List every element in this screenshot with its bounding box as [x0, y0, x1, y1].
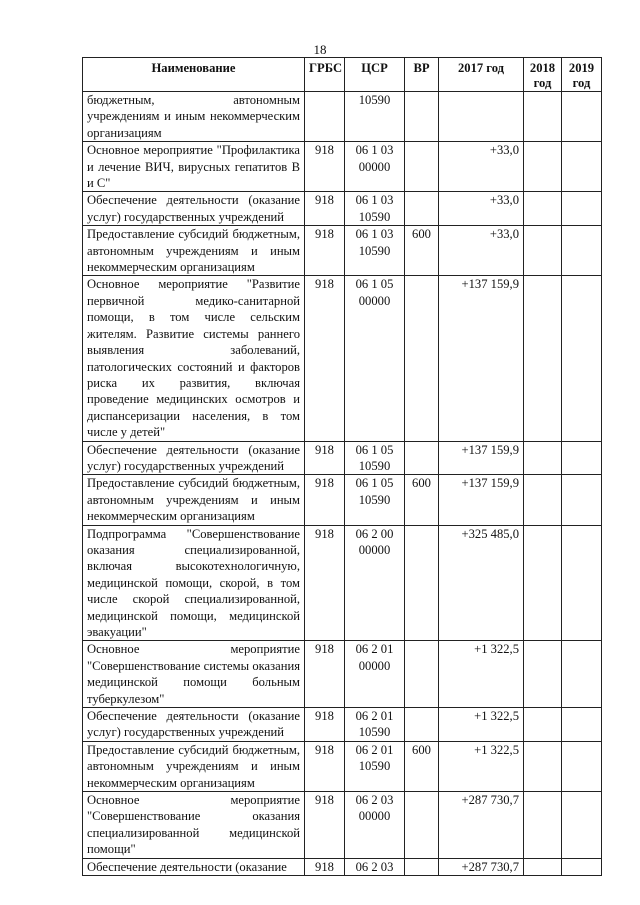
cell-2019	[562, 792, 602, 859]
cell-name: Основное мероприятие "Совершенствование оказания специализированной медицинской помощи"	[83, 792, 305, 859]
cell-2018	[524, 641, 562, 708]
cell-grbs: 918	[305, 708, 345, 742]
header-name: Наименование	[83, 58, 305, 92]
table-row	[83, 525, 602, 641]
budget-table	[82, 57, 602, 876]
cell-csr: 06 2 03 00000	[345, 792, 405, 859]
cell-grbs: 918	[305, 276, 345, 441]
cell-grbs: 918	[305, 525, 345, 641]
cell-2017: +33,0	[439, 142, 524, 192]
cell-2017: +137 159,9	[439, 475, 524, 525]
cell-csr: 06 2 01 10590	[345, 741, 405, 791]
cell-2019	[562, 858, 602, 875]
cell-2019	[562, 226, 602, 276]
cell-2019	[562, 475, 602, 525]
cell-2017: +287 730,7	[439, 792, 524, 859]
cell-2018	[524, 92, 562, 142]
cell-2017	[439, 92, 524, 142]
cell-2018	[524, 708, 562, 742]
cell-name: Основное мероприятие "Совершенствование системы оказания медицинской помощи больным туберкулезом"	[83, 641, 305, 708]
cell-name: Предоставление субсидий бюджетным, автономным учреждениям и иным некоммерческим организациям	[83, 475, 305, 525]
cell-vr	[405, 441, 439, 475]
cell-2018	[524, 792, 562, 859]
cell-name: Предоставление субсидий бюджетным, автономным учреждениям и иным некоммерческим организациям	[83, 226, 305, 276]
table-row	[83, 475, 602, 525]
cell-grbs: 918	[305, 192, 345, 226]
cell-2017: +137 159,9	[439, 441, 524, 475]
cell-csr: 06 1 03 00000	[345, 142, 405, 192]
header-grbs: ГРБС	[305, 58, 345, 92]
table-row	[83, 858, 602, 875]
cell-grbs: 918	[305, 475, 345, 525]
page-number: 18	[313, 42, 327, 57]
table-row	[83, 226, 602, 276]
cell-2019	[562, 441, 602, 475]
cell-name: Обеспечение деятельности (оказание услуг) государственных учреждений	[83, 441, 305, 475]
cell-grbs: 918	[305, 641, 345, 708]
table-row	[83, 792, 602, 859]
cell-vr	[405, 525, 439, 641]
cell-grbs	[305, 92, 345, 142]
cell-2018	[524, 142, 562, 192]
cell-csr: 06 2 03	[345, 858, 405, 875]
cell-csr: 06 2 01 00000	[345, 641, 405, 708]
cell-2019	[562, 192, 602, 226]
cell-csr: 06 2 00 00000	[345, 525, 405, 641]
header-vr: ВР	[405, 58, 439, 92]
cell-name: Основное мероприятие "Профилактика и лечение ВИЧ, вирусных гепатитов В и С"	[83, 142, 305, 192]
cell-2019	[562, 92, 602, 142]
cell-2018	[524, 276, 562, 441]
cell-grbs: 918	[305, 142, 345, 192]
cell-2019	[562, 708, 602, 742]
cell-2018	[524, 226, 562, 276]
cell-2018	[524, 441, 562, 475]
cell-grbs: 918	[305, 441, 345, 475]
table-row	[83, 142, 602, 192]
cell-vr: 600	[405, 475, 439, 525]
table-row	[83, 276, 602, 441]
cell-vr	[405, 192, 439, 226]
cell-2017: +1 322,5	[439, 741, 524, 791]
cell-vr: 600	[405, 226, 439, 276]
cell-grbs: 918	[305, 858, 345, 875]
table-header-row	[83, 58, 602, 92]
cell-2017: +137 159,9	[439, 276, 524, 441]
cell-vr	[405, 276, 439, 441]
cell-2017: +33,0	[439, 226, 524, 276]
cell-grbs: 918	[305, 741, 345, 791]
header-2017: 2017 год	[439, 58, 524, 92]
header-csr: ЦСР	[345, 58, 405, 92]
cell-vr: 600	[405, 741, 439, 791]
table-row	[83, 708, 602, 742]
cell-csr: 06 1 05 10590	[345, 475, 405, 525]
cell-grbs: 918	[305, 792, 345, 859]
cell-2017: +1 322,5	[439, 708, 524, 742]
cell-2019	[562, 142, 602, 192]
cell-csr: 10590	[345, 92, 405, 142]
cell-2018	[524, 475, 562, 525]
cell-2018	[524, 741, 562, 791]
cell-2018	[524, 192, 562, 226]
cell-vr	[405, 142, 439, 192]
header-2019-year: 2019	[568, 61, 595, 75]
cell-2019	[562, 641, 602, 708]
header-2018	[524, 58, 562, 92]
cell-name: Подпрограмма "Совершенствование оказания специализированной, включая высокотехнологичную, медицинской помощи, скорой, в том числе скорой специализированной, медицинской помощи, медицинской эвакуации"	[83, 525, 305, 641]
table-row	[83, 641, 602, 708]
cell-name: Обеспечение деятельности (оказание услуг) государственных учреждений	[83, 192, 305, 226]
header-2018-unit: год	[533, 76, 552, 90]
cell-2017: +1 322,5	[439, 641, 524, 708]
cell-name: Обеспечение деятельности (оказание	[83, 858, 305, 875]
table-row	[83, 192, 602, 226]
cell-name: Предоставление субсидий бюджетным, автономным учреждениям и иным некоммерческим организациям	[83, 741, 305, 791]
cell-csr: 06 2 01 10590	[345, 708, 405, 742]
table-row	[83, 441, 602, 475]
cell-csr: 06 1 03 10590	[345, 192, 405, 226]
cell-2019	[562, 525, 602, 641]
cell-2017: +325 485,0	[439, 525, 524, 641]
table-row	[83, 92, 602, 142]
cell-csr: 06 1 03 10590	[345, 226, 405, 276]
cell-name: бюджетным, автономным учреждениям и иным некоммерческим организациям	[83, 92, 305, 142]
cell-grbs: 918	[305, 226, 345, 276]
cell-vr	[405, 792, 439, 859]
cell-csr: 06 1 05 10590	[345, 441, 405, 475]
table-row	[83, 741, 602, 791]
header-2018-year: 2018	[529, 61, 556, 75]
header-2019	[562, 58, 602, 92]
cell-vr	[405, 641, 439, 708]
cell-2019	[562, 276, 602, 441]
cell-vr	[405, 708, 439, 742]
cell-2018	[524, 858, 562, 875]
cell-name: Обеспечение деятельности (оказание услуг) государственных учреждений	[83, 708, 305, 742]
cell-vr	[405, 92, 439, 142]
cell-2017: +287 730,7	[439, 858, 524, 875]
cell-vr	[405, 858, 439, 875]
cell-name: Основное мероприятие "Развитие первичной медико-санитарной помощи, в том числе сельским жителям. Развитие системы раннего выявления заболеваний, патологических состояний и факторов риска их развития, включая проведение медицинских осмотров и диспансеризации населения, в том числе у детей"	[83, 276, 305, 441]
header-2019-unit: год	[572, 76, 591, 90]
cell-2019	[562, 741, 602, 791]
cell-2017: +33,0	[439, 192, 524, 226]
cell-2018	[524, 525, 562, 641]
cell-csr: 06 1 05 00000	[345, 276, 405, 441]
